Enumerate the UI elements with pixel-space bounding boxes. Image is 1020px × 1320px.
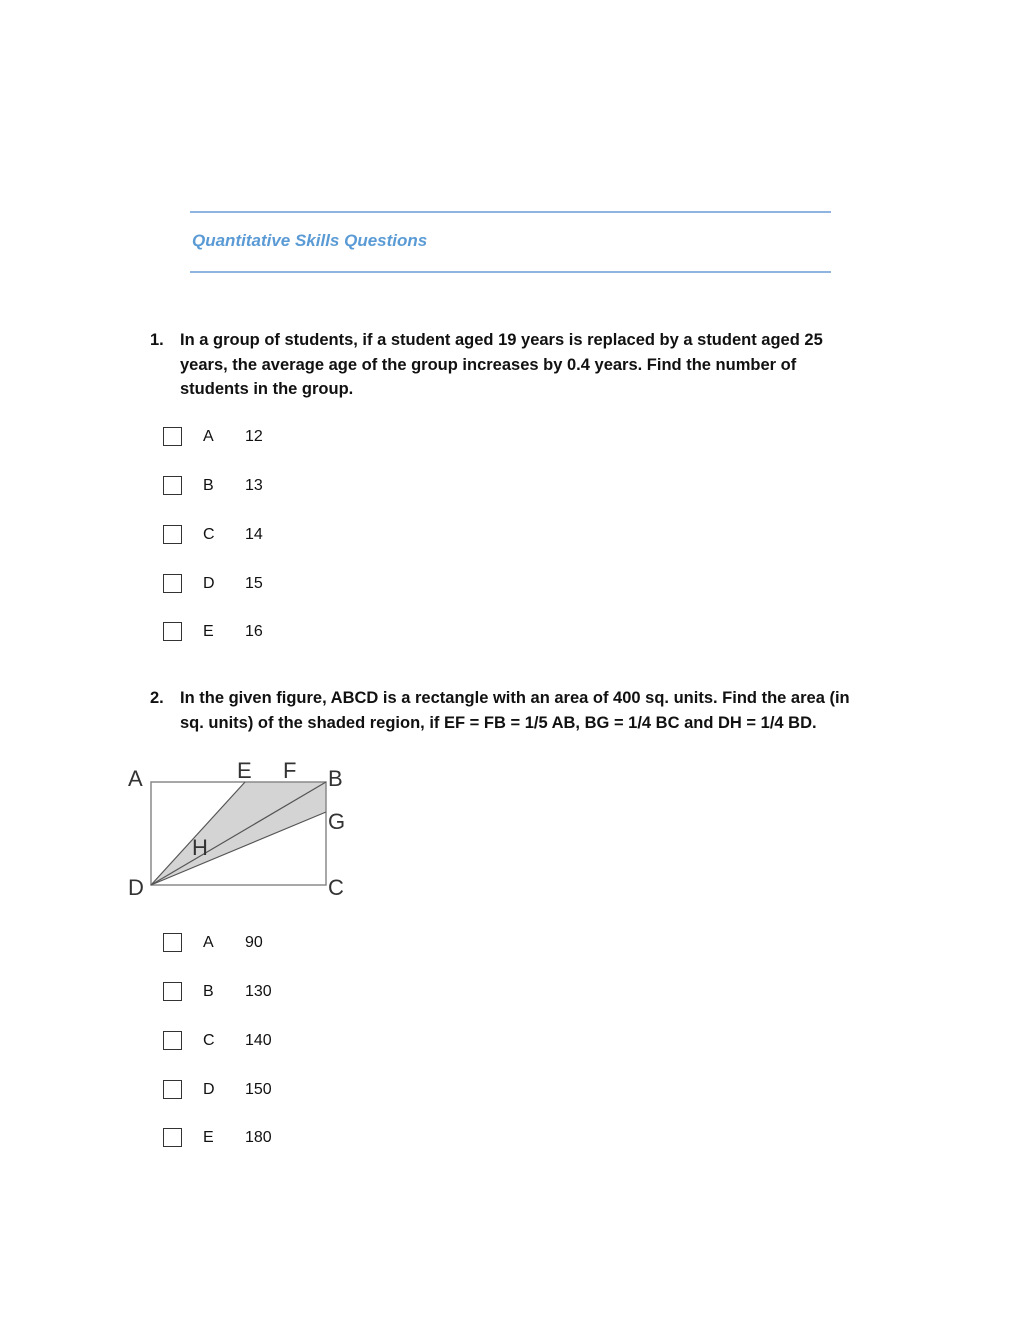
checkbox[interactable] — [163, 1031, 182, 1050]
question-line: students in the group. — [180, 380, 354, 398]
option-letter: A — [203, 934, 214, 951]
question-line: In a group of students, if a student aged 19 years is replaced by a student aged 25 — [180, 331, 823, 349]
option-letter: C — [203, 526, 215, 543]
question-number: 2. — [150, 689, 164, 707]
label-h: H — [192, 835, 208, 860]
option-value: 15 — [245, 575, 263, 592]
option-value: 12 — [245, 428, 263, 445]
label-c: C — [328, 875, 344, 900]
question-line: years, the average age of the group increases by 0.4 years. Find the number of — [180, 355, 797, 374]
label-d: D — [128, 875, 144, 900]
option-letter: D — [203, 1081, 215, 1098]
option-letter: A — [203, 428, 214, 445]
checkbox[interactable] — [163, 1128, 182, 1147]
option-letter: D — [203, 575, 215, 592]
option-letter: C — [203, 1032, 215, 1049]
checkbox[interactable] — [163, 476, 182, 495]
checkbox[interactable] — [163, 525, 182, 544]
option-letter: E — [203, 623, 214, 640]
option-letter: B — [203, 983, 214, 1000]
checkbox[interactable] — [163, 622, 182, 641]
heading-top-rule — [190, 211, 831, 213]
question-line: sq. units) of the shaded region, if EF = FB = 1/5 AB, BG = 1/4 BC and DH = 1/4 BD. — [180, 713, 817, 732]
label-b: B — [328, 766, 343, 791]
option-value: 140 — [245, 1032, 272, 1049]
checkbox[interactable] — [163, 982, 182, 1001]
checkbox[interactable] — [163, 427, 182, 446]
option-value: 150 — [245, 1081, 272, 1098]
rectangle-figure — [120, 752, 370, 902]
question-line: In the given figure, ABCD is a rectangle with an area of 400 sq. units. Find the area (in — [180, 689, 850, 707]
option-value: 13 — [245, 477, 263, 494]
heading-bottom-rule — [190, 271, 831, 273]
label-e: E — [237, 758, 252, 783]
option-value: 90 — [245, 934, 263, 951]
question-text — [180, 328, 823, 402]
option-letter: B — [203, 477, 214, 494]
section-heading: Quantitative Skills Questions — [192, 231, 428, 250]
option-value: 130 — [245, 983, 272, 1000]
checkbox[interactable] — [163, 574, 182, 593]
label-g: G — [328, 809, 346, 834]
option-letter: E — [203, 1129, 214, 1146]
checkbox[interactable] — [163, 1080, 182, 1099]
checkbox[interactable] — [163, 933, 182, 952]
option-value: 180 — [245, 1129, 272, 1146]
option-value: 14 — [245, 526, 263, 543]
question-number: 1. — [150, 331, 164, 349]
label-a: A — [128, 766, 143, 791]
question-text — [180, 686, 850, 735]
label-f: F — [283, 758, 297, 783]
option-value: 16 — [245, 623, 263, 640]
